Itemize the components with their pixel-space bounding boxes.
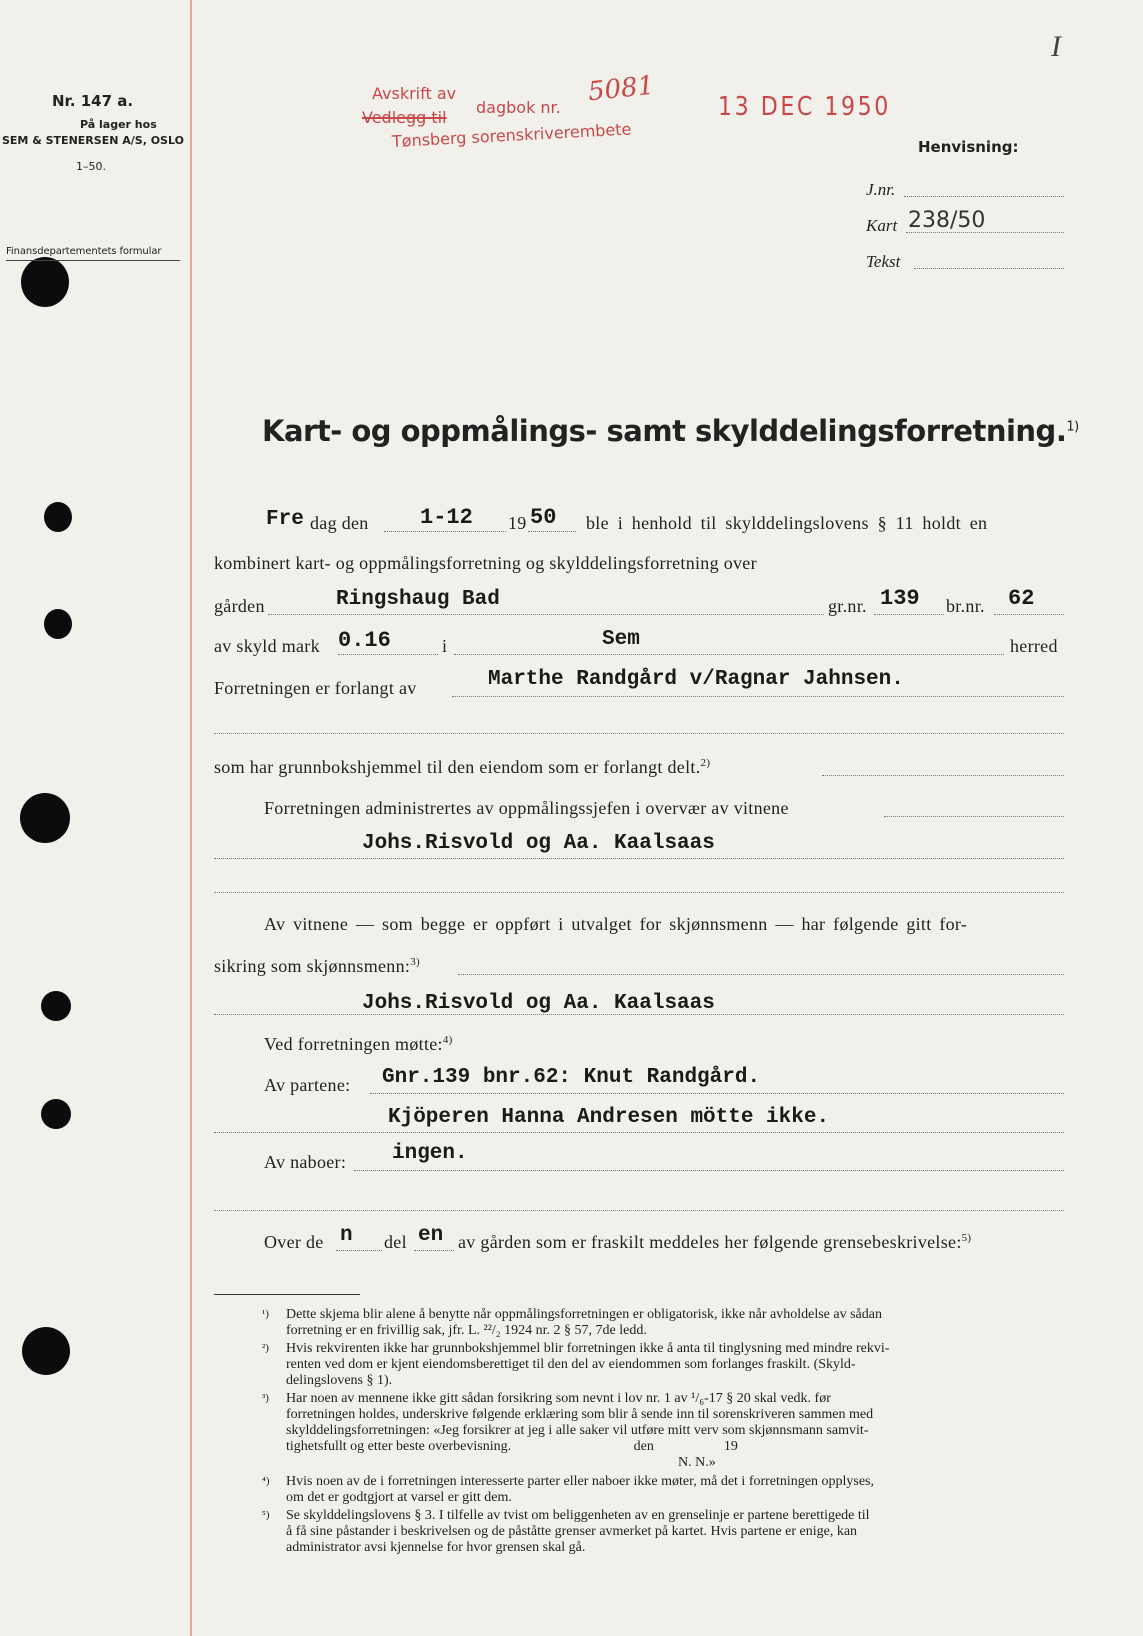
footnote-line: Dette skjema blir alene å benytte når oppmålingsforretningen er obligatorisk, ikke når avholdelse av sådan — [286, 1307, 882, 1322]
partene-field-2 — [214, 1132, 1064, 1133]
footnote-line: Se skylddelingslovens § 3. I tilfelle av tvist om beliggenheten av en grenselinje er partene berettigede til — [286, 1508, 870, 1523]
stamp-dagbok-number: 5081 — [586, 70, 656, 108]
herred-value: Sem — [602, 628, 640, 651]
footnote-line: N. N.» — [286, 1455, 716, 1470]
stamp-dagbok-label: dagbok nr. — [476, 98, 561, 117]
year-value: 50 — [530, 505, 557, 530]
footnote-line: tighetsfullt og etter beste overbevisning. den 19 — [286, 1439, 738, 1454]
footnote-rule — [214, 1294, 360, 1295]
garden-label: gården — [214, 596, 265, 616]
skjonn-label: sikring som skjønnsmenn: — [214, 956, 411, 976]
naboer-label: Av naboer: — [264, 1152, 347, 1172]
footnote-line: forretning er en frivillig sak, jfr. L. ²²/₂ 1924 nr. 2 § 57, 7de ledd. — [286, 1323, 647, 1338]
admin-field — [884, 816, 1064, 817]
year-prefix: 19 — [508, 513, 527, 533]
witness-field — [214, 858, 1064, 859]
tekst-label: Tekst — [866, 252, 901, 271]
hjemmel-text — [214, 757, 710, 778]
footnote-line: om det er godtgjort at varsel er gitt dem. — [286, 1490, 512, 1505]
over-label: Over de — [264, 1232, 324, 1252]
stamp-struck-text: Vedlegg til — [362, 108, 447, 127]
i-label: i — [442, 636, 448, 656]
department-rule — [6, 260, 180, 261]
footnote-mark: ¹) — [262, 1308, 269, 1320]
punch-hole — [20, 793, 70, 843]
skyld-value: 0.16 — [338, 628, 391, 653]
stamp-copy-label: Avskrift av — [372, 84, 457, 103]
year-field — [528, 531, 576, 532]
naboer-value: ingen. — [392, 1142, 468, 1165]
title-text: Kart- og oppmålings- samt skylddelingsforretning. — [262, 414, 1067, 448]
skyld-field — [338, 654, 438, 655]
blank-line — [214, 1210, 1064, 1211]
punch-hole — [41, 991, 71, 1021]
line2-text: kombinert kart- og oppmålingsforretning og skylddelingsforretning over — [214, 553, 757, 573]
partene-value-2: Kjöperen Hanna Andresen mötte ikke. — [388, 1106, 830, 1129]
footnote-line: administrator avsi kjennelse for hvor grensen skal gå. — [286, 1540, 586, 1555]
publisher-line: SEM & STENERSEN A/S, OSLO — [2, 134, 184, 147]
form-number: Nr. 147 a. — [52, 92, 134, 110]
title-footnote-mark: 1) — [1066, 419, 1079, 435]
forlangt-label: Forretningen er forlangt av — [214, 678, 417, 698]
day-label: dag den — [310, 513, 369, 533]
stamp-date: 13 DEC 1950 — [718, 92, 891, 122]
form-code: 1–50. — [76, 160, 106, 173]
brnr-value: 62 — [1008, 586, 1035, 611]
corner-mark: I — [1051, 30, 1061, 63]
grnr-value: 139 — [880, 586, 920, 611]
over-footnote-mark: 5) — [961, 1232, 972, 1244]
blank-line — [214, 892, 1064, 893]
partene-label: Av partene: — [264, 1075, 351, 1095]
footnote-line: Hvis rekvirenten ikke har grunnbokshjemmel blir forretningen ikke å anta til tinglysning med mindre rekvi- — [286, 1341, 890, 1356]
footnote-line: delingslovens § 1). — [286, 1373, 393, 1388]
footnote-line: å få sine påstander i beskrivelsen og de påståtte grenser avmerket på kartet. Hvis partene er enige, kan — [286, 1524, 858, 1539]
stock-line: På lager hos — [80, 118, 157, 131]
document-title — [262, 414, 1079, 448]
punch-hole — [22, 1327, 70, 1375]
skjonn-field — [458, 974, 1064, 975]
over-text — [458, 1232, 971, 1253]
partene-field — [370, 1093, 1064, 1094]
punch-hole — [41, 1099, 71, 1129]
day-value: Fre — [266, 508, 304, 531]
motte-text — [264, 1034, 453, 1055]
punch-hole — [44, 609, 72, 639]
garden-value: Ringshaug Bad — [336, 588, 500, 611]
witness-value: Johs.Risvold og Aa. Kaalsaas — [362, 832, 715, 855]
footnote-mark: ⁵) — [262, 1509, 270, 1521]
footnote-line: skylddelingsforretningen: «Jeg forsikrer at jeg i alle saker vil utføre mitt verv som skjønnsmann samvit- — [286, 1423, 869, 1438]
footnote-line: forretningen holdes, underskrive følgende erklæring som blir å sende inn til sorenskriveren sammen med — [286, 1407, 874, 1422]
footnote-mark: ²) — [262, 1342, 269, 1354]
jnr-field — [904, 196, 1064, 197]
kart-value: 238/50 — [908, 208, 986, 233]
stamp-line1 — [372, 84, 456, 103]
skyld-label: av skyld mark — [214, 636, 320, 656]
herred-label: herred — [1010, 636, 1058, 656]
stamp-office: Tønsberg sorenskriverembete — [391, 119, 632, 151]
department-label: Finansdepartementets formular — [6, 246, 162, 257]
over-field-1 — [336, 1250, 382, 1251]
grnr-label: gr.nr. — [828, 596, 867, 616]
grnr-field — [874, 614, 944, 615]
forlangt-value: Marthe Randgård v/Ragnar Jahnsen. — [488, 668, 904, 691]
admin-text: Forretningen administrertes av oppmålingssjefen i overvær av vitnene — [264, 798, 789, 818]
forlangt-field — [452, 696, 1064, 697]
hjemmel-footnote-mark: 2) — [700, 757, 711, 769]
punch-hole — [21, 257, 69, 307]
jnr-label: J.nr. — [866, 180, 896, 199]
kart-label: Kart — [866, 216, 898, 235]
partene-value: Gnr.139 bnr.62: Knut Randgård. — [382, 1066, 761, 1089]
brnr-field — [994, 614, 1064, 615]
skjonn-value: Johs.Risvold og Aa. Kaalsaas — [362, 992, 715, 1015]
brnr-label: br.nr. — [946, 596, 985, 616]
over-value-1: n — [340, 1224, 353, 1247]
over-field-2 — [414, 1250, 454, 1251]
motte-footnote-mark: 4) — [442, 1034, 453, 1046]
footnote-line: Hvis noen av de i forretningen interesserte parter eller naboer ikke møter, må det i forretningen opplyses, — [286, 1474, 875, 1489]
del-label: del — [384, 1232, 407, 1252]
footnote-mark: ³) — [262, 1392, 269, 1404]
footnote-line: renten ved dom er kjent eiendomsberettiget til den del av eiendommen som forlanges fraskilt. (Skyld- — [286, 1357, 856, 1372]
line1-text: ble i henhold til skylddelingslovens § 11 holdt en — [586, 513, 988, 533]
over-value-2: en — [418, 1224, 444, 1247]
margin-rule — [190, 0, 192, 1636]
motte-label: Ved forretningen møtte: — [264, 1034, 443, 1054]
tekst-field — [914, 268, 1064, 269]
skjonn-text: Av vitnene — som begge er oppført i utvalget for skjønnsmenn — har følgende gitt for- — [264, 914, 968, 934]
blank-line — [214, 733, 1064, 734]
naboer-field — [354, 1170, 1064, 1171]
date-value: 1-12 — [420, 505, 473, 530]
herred-field — [454, 654, 1004, 655]
over-rest-label: av gården som er fraskilt meddeles her følgende grensebeskrivelse: — [458, 1232, 962, 1252]
reference-heading: Henvisning: — [918, 138, 1019, 156]
footnote-mark: ⁴) — [262, 1475, 270, 1487]
hjemmel-label: som har grunnbokshjemmel til den eiendom som er forlangt delt. — [214, 757, 701, 777]
punch-hole — [44, 502, 72, 532]
date-field — [384, 531, 506, 532]
hjemmel-field — [822, 775, 1064, 776]
skjonn-footnote-mark: 3) — [410, 956, 420, 968]
skjonn-text-cont — [214, 956, 420, 977]
footnote-line: Har noen av mennene ikke gitt sådan forsikring som nevnt i lov nr. 1 av ¹/₆-17 § 20 skal vedk. før — [286, 1391, 831, 1406]
garden-field — [268, 614, 824, 615]
